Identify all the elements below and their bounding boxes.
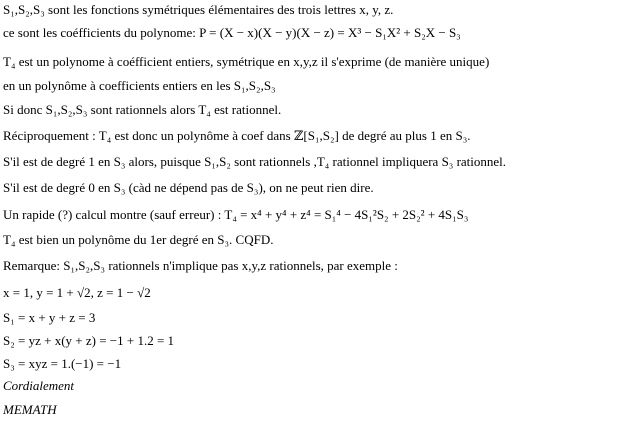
text-line: S₁ = x + y + z = 3 <box>3 310 96 325</box>
text-line: S₁,S₂,S₃ sont les fonctions symétriques élémentaires des trois lettres x, y, z. <box>3 2 394 17</box>
text-line: S₂ = yz + x(y + z) = −1 + 1.2 = 1 <box>3 333 175 348</box>
text-line: S₃ = xyz = 1.(−1) = −1 <box>3 356 122 371</box>
text-line: x = 1, y = 1 + √2, z = 1 − √2 <box>3 285 151 300</box>
text-line: en un polynôme à coefficients entiers en les S₁,S₂,S₃ <box>3 78 276 93</box>
text-line: S'il est de degré 1 en S₃ alors, puisque S₁,S₂ sont rationnels ,T₄ rationnel impliquera S₃ rationnel. <box>3 154 507 169</box>
text-line: T₄ est un polynome à coéfficient entiers, symétrique en x,y,z il s'exprime (de manière unique) <box>3 54 490 69</box>
text-line: Réciproquement : T₄ est donc un polynôme à coef dans ℤ[S₁,S₂] de degré au plus 1 en S₃. <box>3 128 471 143</box>
text-line: Remarque: S₁,S₂,S₃ rationnels n'implique pas x,y,z rationnels, par exemple : <box>3 258 398 273</box>
text-line: Un rapide (?) calcul montre (sauf erreur) : T₄ = x⁴ + y⁴ + z⁴ = S₁⁴ − 4S₁²S₂ + 2S₂² + 4S₁S₃ <box>3 207 469 222</box>
text-line: S'il est de degré 0 en S₃ (càd ne dépend pas de S₃), on ne peut rien dire. <box>3 180 374 195</box>
author-signature: MEMATH <box>3 402 57 417</box>
text-line: ce sont les coéfficients du polynome: P = (X − x)(X − y)(X − z) = X³ − S₁X² + S₂X − S₃ <box>3 25 461 40</box>
text-line: T₄ est bien un polynôme du 1er degré en S₃. CQFD. <box>3 232 274 247</box>
text-line: Si donc S₁,S₂,S₃ sont rationnels alors T₄ est rationnel. <box>3 102 282 117</box>
signoff-line: Cordialement <box>3 378 75 393</box>
